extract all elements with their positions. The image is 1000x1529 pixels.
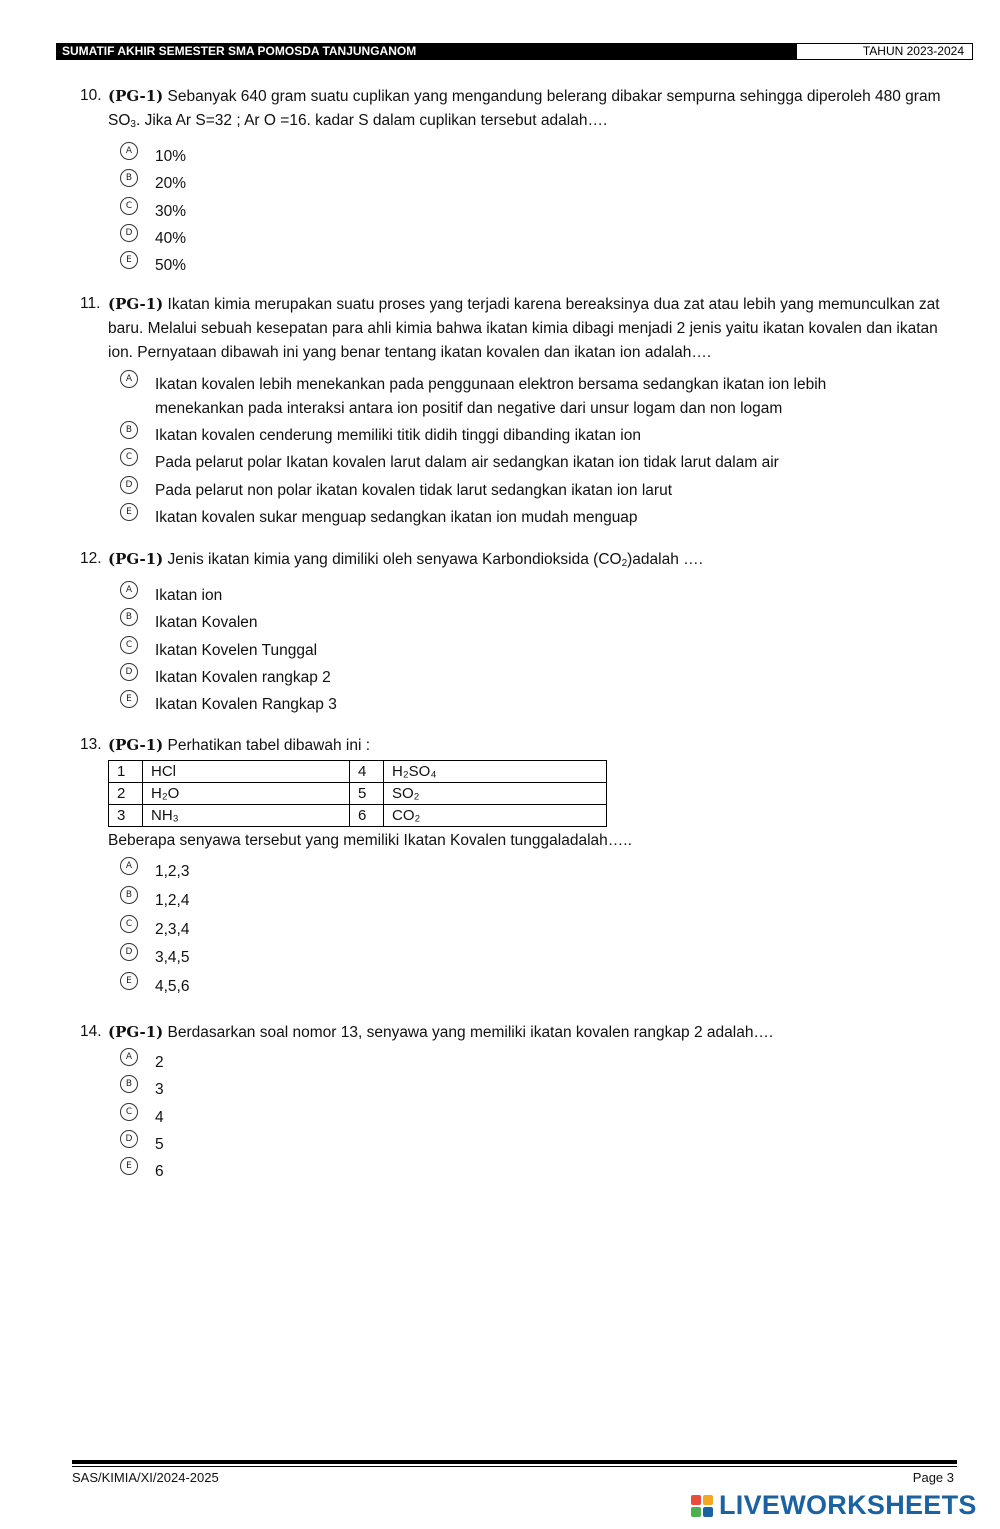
radio-circle-icon[interactable]: A <box>120 142 138 160</box>
question-number: 10. <box>80 87 102 104</box>
option-d[interactable]: D 3,4,5 <box>80 943 950 972</box>
radio-circle-icon[interactable]: A <box>120 1048 138 1066</box>
question-tag: (PG-1) <box>108 736 164 754</box>
option-e[interactable]: E Ikatan kovalen sukar menguap sedangkan ikatan ion mudah menguap <box>80 503 950 530</box>
option-b[interactable]: B 1,2,4 <box>80 886 950 915</box>
radio-circle-icon[interactable]: D <box>120 1130 138 1148</box>
document-code: SAS/KIMIA/XI/2024-2025 <box>72 1470 219 1485</box>
question-14 <box>80 1020 950 1184</box>
option-b[interactable]: B 3 <box>80 1075 950 1102</box>
page-number: Page 3 <box>912 1470 954 1485</box>
radio-circle-icon[interactable]: A <box>120 857 138 875</box>
brand-name: LIVEWORKSHEETS <box>719 1490 977 1520</box>
radio-circle-icon[interactable]: A <box>120 370 138 388</box>
options <box>80 142 950 278</box>
options <box>80 370 950 530</box>
radio-circle-icon[interactable]: E <box>120 1157 138 1175</box>
question-text: (PG-1) Ikatan kimia merupakan suatu proses yang terjadi karena bereaksinya dua zat atau lebih yang memunculkan zat baru. Melalui sebuah kesepatan para ahli kimia bahwa ikatan kimia dibagi menjadi 2 jenis yaitu ikatan kovalen dan ikatan ion. Pernyataan dibawah ini yang benar tentang ikatan kovalen dan ikatan ion adalah…. <box>108 295 940 361</box>
table-row: 1 HCl 4 H₂SO₄ <box>109 761 607 783</box>
radio-circle-icon[interactable]: E <box>120 503 138 521</box>
options <box>80 857 950 1001</box>
question-prompt: Beberapa senyawa tersebut yang memiliki Ikatan Kovalen tunggaladalah….. <box>108 832 632 849</box>
question-text: (PG-1) Berdasarkan soal nomor 13, senyawa yang memiliki ikatan kovalen rangkap 2 adalah…. <box>108 1023 774 1041</box>
radio-circle-icon[interactable]: C <box>120 636 138 654</box>
radio-circle-icon[interactable]: E <box>120 972 138 990</box>
option-e[interactable]: E 50% <box>80 251 950 278</box>
option-c[interactable]: C 4 <box>80 1103 950 1130</box>
question-10 <box>80 84 950 278</box>
page-header <box>56 43 973 60</box>
option-d[interactable]: D 40% <box>80 224 950 251</box>
question-number: 12. <box>80 550 102 567</box>
table-row: 2 H₂O 5 SO₂ <box>109 783 607 805</box>
option-e[interactable]: E 4,5,6 <box>80 972 950 1001</box>
radio-circle-icon[interactable]: E <box>120 251 138 269</box>
radio-circle-icon[interactable]: D <box>120 476 138 494</box>
academic-year: TAHUN 2023-2024 <box>796 43 973 60</box>
radio-circle-icon[interactable]: C <box>120 197 138 215</box>
question-tag: (PG-1) <box>108 87 164 105</box>
radio-circle-icon[interactable]: B <box>120 421 138 439</box>
question-number: 14. <box>80 1023 102 1040</box>
question-tag: (PG-1) <box>108 295 164 313</box>
radio-circle-icon[interactable]: A <box>120 581 138 599</box>
option-a[interactable]: A Ikatan ion <box>80 581 950 608</box>
footer-divider <box>72 1460 957 1464</box>
radio-circle-icon[interactable]: D <box>120 943 138 961</box>
radio-circle-icon[interactable]: B <box>120 608 138 626</box>
option-d[interactable]: D 5 <box>80 1130 950 1157</box>
option-d[interactable]: D Pada pelarut non polar ikatan kovalen tidak larut sedangkan ikatan ion larut <box>80 476 950 503</box>
option-b[interactable]: B Ikatan Kovalen <box>80 608 950 635</box>
liveworksheets-logo-icon <box>691 1495 713 1517</box>
radio-circle-icon[interactable]: E <box>120 690 138 708</box>
footer-divider-thin <box>72 1466 957 1467</box>
option-b[interactable]: B 20% <box>80 169 950 196</box>
options <box>80 1048 950 1184</box>
radio-circle-icon[interactable]: B <box>120 1075 138 1093</box>
exam-title: SUMATIF AKHIR SEMESTER SMA POMOSDA TANJUNGANOM <box>56 43 796 60</box>
option-c[interactable]: C Pada pelarut polar Ikatan kovalen larut dalam air sedangkan ikatan ion tidak larut dalam air <box>80 448 950 475</box>
option-c[interactable]: C 30% <box>80 197 950 224</box>
option-a[interactable]: A 2 <box>80 1048 950 1075</box>
radio-circle-icon[interactable]: C <box>120 1103 138 1121</box>
option-a[interactable]: A 10% <box>80 142 950 169</box>
question-number: 11. <box>80 295 101 312</box>
question-tag: (PG-1) <box>108 1023 164 1041</box>
question-number: 13. <box>80 736 102 753</box>
compound-table <box>108 760 607 827</box>
radio-circle-icon[interactable]: C <box>120 915 138 933</box>
question-13 <box>80 733 950 1001</box>
radio-circle-icon[interactable]: C <box>120 448 138 466</box>
table-row: 3 NH₃ 6 CO₂ <box>109 805 607 827</box>
question-12 <box>80 547 950 717</box>
radio-circle-icon[interactable]: B <box>120 169 138 187</box>
radio-circle-icon[interactable]: B <box>120 886 138 904</box>
question-tag: (PG-1) <box>108 550 164 568</box>
question-text: (PG-1) Jenis ikatan kimia yang dimiliki oleh senyawa Karbondioksida $(CO_2)adalah$ …. <box>108 550 703 569</box>
options <box>80 581 950 717</box>
liveworksheets-logo[interactable] <box>691 1490 977 1521</box>
option-c[interactable]: C Ikatan Kovelen Tunggal <box>80 636 950 663</box>
option-c[interactable]: C 2,3,4 <box>80 915 950 944</box>
option-e[interactable]: E 6 <box>80 1157 950 1184</box>
option-a[interactable]: A 1,2,3 <box>80 857 950 886</box>
option-d[interactable]: D Ikatan Kovalen rangkap 2 <box>80 663 950 690</box>
question-11 <box>80 292 950 530</box>
question-text: (PG-1) Sebanyak 640 gram suatu cuplikan yang mengandung belerang dibakar sempurna sehingga diperoleh 480 gram $SO_3$. Jika Ar S=32 ; Ar O =16. kadar S dalam cuplikan tersebut adalah…. <box>108 87 941 130</box>
question-text: (PG-1) Perhatikan tabel dibawah ini : <box>108 736 371 754</box>
radio-circle-icon[interactable]: D <box>120 224 138 242</box>
option-a[interactable]: A Ikatan kovalen lebih menekankan pada penggunaan elektron bersama sedangkan ikatan ion lebih menekankan pada interaksi antara ion positif dan negative dari unsur logam dan non logam <box>80 370 950 421</box>
option-e[interactable]: E Ikatan Kovalen Rangkap 3 <box>80 690 950 717</box>
radio-circle-icon[interactable]: D <box>120 663 138 681</box>
option-b[interactable]: B Ikatan kovalen cenderung memiliki titik didih tinggi dibanding ikatan ion <box>80 421 950 448</box>
